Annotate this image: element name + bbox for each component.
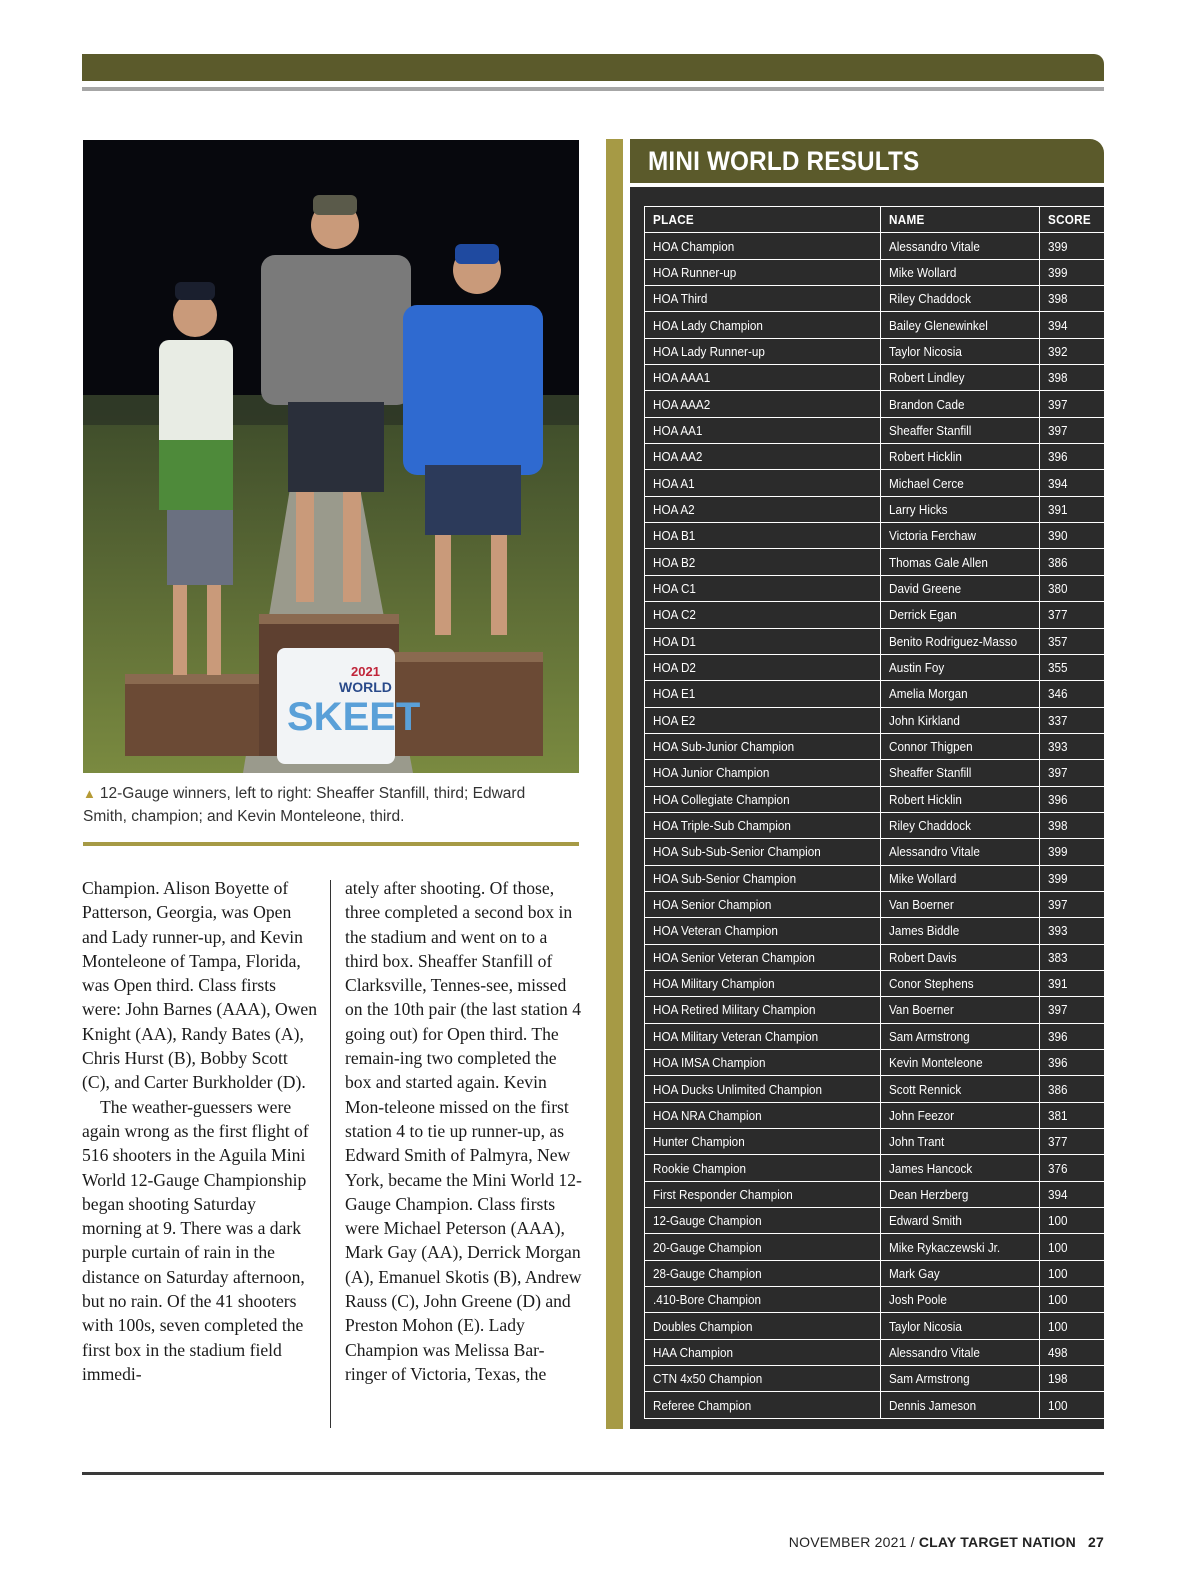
cell-name: John Trant xyxy=(881,1129,1040,1155)
table-header-row xyxy=(645,207,1105,233)
table-row xyxy=(645,786,1105,812)
cell-place: HOA B1 xyxy=(645,523,881,549)
sign-world: WORLD xyxy=(339,679,392,695)
cell-score: 386 xyxy=(1040,1076,1105,1102)
cell-score: 394 xyxy=(1040,312,1105,338)
table-row xyxy=(645,1287,1105,1313)
cell-score: 100 xyxy=(1040,1287,1105,1313)
table-row xyxy=(645,259,1105,285)
cell-score: 357 xyxy=(1040,628,1105,654)
cell-name: Larry Hicks xyxy=(881,496,1040,522)
cell-name: Van Boerner xyxy=(881,997,1040,1023)
cell-name: Robert Hicklin xyxy=(881,786,1040,812)
cell-score: 377 xyxy=(1040,602,1105,628)
article-column-2 xyxy=(345,876,583,1386)
page-number: 27 xyxy=(1088,1534,1104,1550)
caption-rule xyxy=(83,842,579,846)
cell-place: Hunter Champion xyxy=(645,1129,881,1155)
cell-name: James Biddle xyxy=(881,918,1040,944)
cell-name: Connor Thigpen xyxy=(881,733,1040,759)
cell-score: 393 xyxy=(1040,733,1105,759)
table-row xyxy=(645,523,1105,549)
cell-name: Dean Herzberg xyxy=(881,1181,1040,1207)
sign-year: 2021 xyxy=(351,664,380,679)
results-accent-bar xyxy=(606,139,623,1429)
cell-name: Dennis Jameson xyxy=(881,1392,1040,1418)
cell-score: 396 xyxy=(1040,786,1105,812)
cell-score: 392 xyxy=(1040,338,1105,364)
cell-place: HOA Triple-Sub Champion xyxy=(645,812,881,838)
results-header xyxy=(630,139,1104,183)
cell-score: 397 xyxy=(1040,891,1105,917)
cell-name: Scott Rennick xyxy=(881,1076,1040,1102)
cell-name: Mike Wollard xyxy=(881,259,1040,285)
cell-score: 394 xyxy=(1040,1181,1105,1207)
cell-place: 20-Gauge Champion xyxy=(645,1234,881,1260)
table-row xyxy=(645,496,1105,522)
cell-name: Conor Stephens xyxy=(881,970,1040,996)
cell-name: Robert Hicklin xyxy=(881,444,1040,470)
cell-name: Sheaffer Stanfill xyxy=(881,760,1040,786)
table-row xyxy=(645,549,1105,575)
cell-score: 399 xyxy=(1040,259,1105,285)
cell-name: Edward Smith xyxy=(881,1208,1040,1234)
article-column-1 xyxy=(82,876,318,1386)
cell-name: Alessandro Vitale xyxy=(881,1339,1040,1365)
cell-place: Doubles Champion xyxy=(645,1313,881,1339)
cell-score: 397 xyxy=(1040,417,1105,443)
results-body xyxy=(645,233,1105,1418)
cell-name: Thomas Gale Allen xyxy=(881,549,1040,575)
footer-magazine: CLAY TARGET NATION xyxy=(918,1534,1076,1550)
table-row xyxy=(645,1050,1105,1076)
cell-place: HOA Sub-Senior Champion xyxy=(645,865,881,891)
cell-name: John Feezor xyxy=(881,1102,1040,1128)
photo-caption xyxy=(83,782,563,828)
cell-score: 198 xyxy=(1040,1366,1105,1392)
cell-score: 397 xyxy=(1040,760,1105,786)
footer-date: NOVEMBER 2021 / xyxy=(788,1534,915,1550)
cell-score: 346 xyxy=(1040,681,1105,707)
cell-place: HOA Veteran Champion xyxy=(645,918,881,944)
table-row xyxy=(645,944,1105,970)
cell-place: HOA Military Champion xyxy=(645,970,881,996)
table-row xyxy=(645,1313,1105,1339)
header-place: PLACE xyxy=(645,207,881,233)
svg-text:SKEET: SKEET xyxy=(287,695,421,739)
cell-score: 376 xyxy=(1040,1155,1105,1181)
table-row xyxy=(645,707,1105,733)
table-row xyxy=(645,918,1105,944)
cell-name: Brandon Cade xyxy=(881,391,1040,417)
cell-place: HOA Lady Champion xyxy=(645,312,881,338)
table-row xyxy=(645,444,1105,470)
cell-name: Sheaffer Stanfill xyxy=(881,417,1040,443)
cell-name: Bailey Glenewinkel xyxy=(881,312,1040,338)
cell-place: HOA IMSA Champion xyxy=(645,1050,881,1076)
table-row xyxy=(645,1102,1105,1128)
table-row xyxy=(645,812,1105,838)
cell-score: 396 xyxy=(1040,1050,1105,1076)
cell-name: Amelia Morgan xyxy=(881,681,1040,707)
table-row xyxy=(645,1155,1105,1181)
results-table xyxy=(644,206,1105,1419)
cell-place: HOA Runner-up xyxy=(645,259,881,285)
cell-score: 381 xyxy=(1040,1102,1105,1128)
cell-score: 100 xyxy=(1040,1260,1105,1286)
cell-name: James Hancock xyxy=(881,1155,1040,1181)
header-band xyxy=(82,54,1104,81)
table-row xyxy=(645,602,1105,628)
cell-place: HOA D1 xyxy=(645,628,881,654)
caption-text: 12-Gauge winners, left to right: Sheaffer Stanfill, third; Edward Smith, champion; and Kevin Monteleone, third. xyxy=(83,785,526,825)
table-row xyxy=(645,1023,1105,1049)
cell-score: 355 xyxy=(1040,654,1105,680)
table-row xyxy=(645,338,1105,364)
cell-place: CTN 4x50 Champion xyxy=(645,1366,881,1392)
table-row xyxy=(645,654,1105,680)
table-row xyxy=(645,681,1105,707)
cell-place: 12-Gauge Champion xyxy=(645,1208,881,1234)
cell-place: HOA Retired Military Champion xyxy=(645,997,881,1023)
cell-score: 391 xyxy=(1040,970,1105,996)
cell-name: Taylor Nicosia xyxy=(881,338,1040,364)
table-row xyxy=(645,1392,1105,1418)
cell-score: 100 xyxy=(1040,1313,1105,1339)
cell-name: Van Boerner xyxy=(881,891,1040,917)
table-row xyxy=(645,760,1105,786)
table-row xyxy=(645,417,1105,443)
cell-score: 393 xyxy=(1040,918,1105,944)
cell-place: HOA A2 xyxy=(645,496,881,522)
cell-place: HOA AAA1 xyxy=(645,365,881,391)
cell-place: HOA AA1 xyxy=(645,417,881,443)
cell-place: HOA Military Veteran Champion xyxy=(645,1023,881,1049)
cell-place: HOA Collegiate Champion xyxy=(645,786,881,812)
cell-score: 100 xyxy=(1040,1234,1105,1260)
cell-place: HOA Senior Champion xyxy=(645,891,881,917)
cell-place: HOA Senior Veteran Champion xyxy=(645,944,881,970)
caption-triangle-icon: ▲ xyxy=(83,786,96,801)
table-row xyxy=(645,1129,1105,1155)
cell-score: 100 xyxy=(1040,1392,1105,1418)
table-row xyxy=(645,1076,1105,1102)
article-paragraph: ately after shooting. Of those, three completed a second box in the stadium and went on to a third box. Sheaffer Stanfill of Clarksville, Tennes-see, missed on the 10th pair (the last station 4 going out) for Open third. The remain-ing two completed the box and started again. Kevin Mon-teleone missed on the first station 4 to tie up runner-up, as Edward Smith of Palmyra, New York, became the Mini World 12-Gauge Champion. Class firsts were Michael Peterson (AAA), Mark Gay (AA), Derrick Morgan (A), Emanuel Skotis (B), Andrew Rauss (C), John Greene (D) and Preston Mohon (E). Lady Champion was Melissa Bar-ringer of Victoria, Texas, the xyxy=(345,878,582,1384)
cell-place: HOA E1 xyxy=(645,681,881,707)
cell-score: 398 xyxy=(1040,365,1105,391)
cell-place: HOA Junior Champion xyxy=(645,760,881,786)
cell-name: Sam Armstrong xyxy=(881,1366,1040,1392)
cell-place: HOA Champion xyxy=(645,233,881,259)
cell-score: 380 xyxy=(1040,575,1105,601)
cell-place: HOA C2 xyxy=(645,602,881,628)
table-row xyxy=(645,628,1105,654)
cell-place: HOA NRA Champion xyxy=(645,1102,881,1128)
cell-score: 383 xyxy=(1040,944,1105,970)
column-divider xyxy=(330,880,331,1428)
cell-name: David Greene xyxy=(881,575,1040,601)
cell-score: 377 xyxy=(1040,1129,1105,1155)
cell-name: Alessandro Vitale xyxy=(881,233,1040,259)
table-row xyxy=(645,1181,1105,1207)
cell-name: Austin Foy xyxy=(881,654,1040,680)
cell-name: John Kirkland xyxy=(881,707,1040,733)
cell-score: 498 xyxy=(1040,1339,1105,1365)
table-row xyxy=(645,1260,1105,1286)
cell-score: 399 xyxy=(1040,233,1105,259)
cell-name: Alessandro Vitale xyxy=(881,839,1040,865)
cell-score: 386 xyxy=(1040,549,1105,575)
cell-place: HAA Champion xyxy=(645,1339,881,1365)
cell-name: Sam Armstrong xyxy=(881,1023,1040,1049)
cell-place: .410-Bore Champion xyxy=(645,1287,881,1313)
article-paragraph: Champion. Alison Boyette of Patterson, Georgia, was Open and Lady runner-up, and Kevin Monteleone of Tampa, Florida, was Open third. Class firsts were: John Barnes (AAA), Owen Knight (AA), Randy Bates (A), Chris Hurst (B), Bobby Scott (C), and Carter Burkholder (D). xyxy=(82,878,318,1093)
cell-place: HOA A1 xyxy=(645,470,881,496)
cell-name: Mike Rykaczewski Jr. xyxy=(881,1234,1040,1260)
page-footer xyxy=(789,1534,1104,1550)
table-row xyxy=(645,1208,1105,1234)
cell-name: Riley Chaddock xyxy=(881,812,1040,838)
footer-rule xyxy=(82,1472,1104,1475)
cell-name: Mike Wollard xyxy=(881,865,1040,891)
cell-name: Josh Poole xyxy=(881,1287,1040,1313)
cell-score: 399 xyxy=(1040,839,1105,865)
cell-place: HOA C1 xyxy=(645,575,881,601)
cell-score: 398 xyxy=(1040,812,1105,838)
cell-place: HOA AAA2 xyxy=(645,391,881,417)
cell-score: 396 xyxy=(1040,1023,1105,1049)
cell-name: Robert Lindley xyxy=(881,365,1040,391)
table-row xyxy=(645,1339,1105,1365)
cell-name: Mark Gay xyxy=(881,1260,1040,1286)
header-name: NAME xyxy=(881,207,1040,233)
cell-place: Rookie Champion xyxy=(645,1155,881,1181)
cell-name: Robert Davis xyxy=(881,944,1040,970)
cell-place: HOA Lady Runner-up xyxy=(645,338,881,364)
table-row xyxy=(645,1234,1105,1260)
cell-place: HOA Sub-Junior Champion xyxy=(645,733,881,759)
cell-score: 100 xyxy=(1040,1208,1105,1234)
article-paragraph: The weather-guessers were again wrong as the first flight of 516 shooters in the Aguila Mini World 12-Gauge Championship began shooting Saturday morning at 9. There was a dark purple curtain of rain in the distance on Saturday afternoon, but no rain. Of the 41 shooters with 100s, seven completed the first box in the stadium field immedi- xyxy=(82,1096,309,1384)
cell-place: HOA AA2 xyxy=(645,444,881,470)
cell-place: First Responder Champion xyxy=(645,1181,881,1207)
table-row xyxy=(645,970,1105,996)
cell-score: 398 xyxy=(1040,286,1105,312)
table-row xyxy=(645,365,1105,391)
table-row xyxy=(645,865,1105,891)
cell-score: 337 xyxy=(1040,707,1105,733)
table-row xyxy=(645,233,1105,259)
header-rule xyxy=(82,87,1104,91)
results-title: MINI WORLD RESULTS xyxy=(648,146,920,176)
cell-score: 396 xyxy=(1040,444,1105,470)
cell-place: 28-Gauge Champion xyxy=(645,1260,881,1286)
cell-place: HOA E2 xyxy=(645,707,881,733)
table-row xyxy=(645,997,1105,1023)
table-row xyxy=(645,312,1105,338)
table-row xyxy=(645,391,1105,417)
cell-name: Benito Rodriguez-Masso xyxy=(881,628,1040,654)
cell-name: Riley Chaddock xyxy=(881,286,1040,312)
table-row xyxy=(645,286,1105,312)
table-row xyxy=(645,1366,1105,1392)
cell-place: HOA Ducks Unlimited Champion xyxy=(645,1076,881,1102)
cell-score: 397 xyxy=(1040,391,1105,417)
cell-name: Victoria Ferchaw xyxy=(881,523,1040,549)
cell-place: Referee Champion xyxy=(645,1392,881,1418)
table-row xyxy=(645,733,1105,759)
cell-place: HOA D2 xyxy=(645,654,881,680)
cell-place: HOA B2 xyxy=(645,549,881,575)
cell-score: 391 xyxy=(1040,496,1105,522)
cell-score: 399 xyxy=(1040,865,1105,891)
cell-place: HOA Sub-Sub-Senior Champion xyxy=(645,839,881,865)
table-row xyxy=(645,891,1105,917)
cell-score: 390 xyxy=(1040,523,1105,549)
cell-place: HOA Third xyxy=(645,286,881,312)
cell-name: Kevin Monteleone xyxy=(881,1050,1040,1076)
header-score: SCORE xyxy=(1040,207,1105,233)
cell-name: Michael Cerce xyxy=(881,470,1040,496)
table-row xyxy=(645,470,1105,496)
cell-name: Derrick Egan xyxy=(881,602,1040,628)
table-row xyxy=(645,575,1105,601)
table-row xyxy=(645,839,1105,865)
cell-score: 394 xyxy=(1040,470,1105,496)
cell-name: Taylor Nicosia xyxy=(881,1313,1040,1339)
cell-score: 397 xyxy=(1040,997,1105,1023)
winners-photo xyxy=(83,140,579,773)
